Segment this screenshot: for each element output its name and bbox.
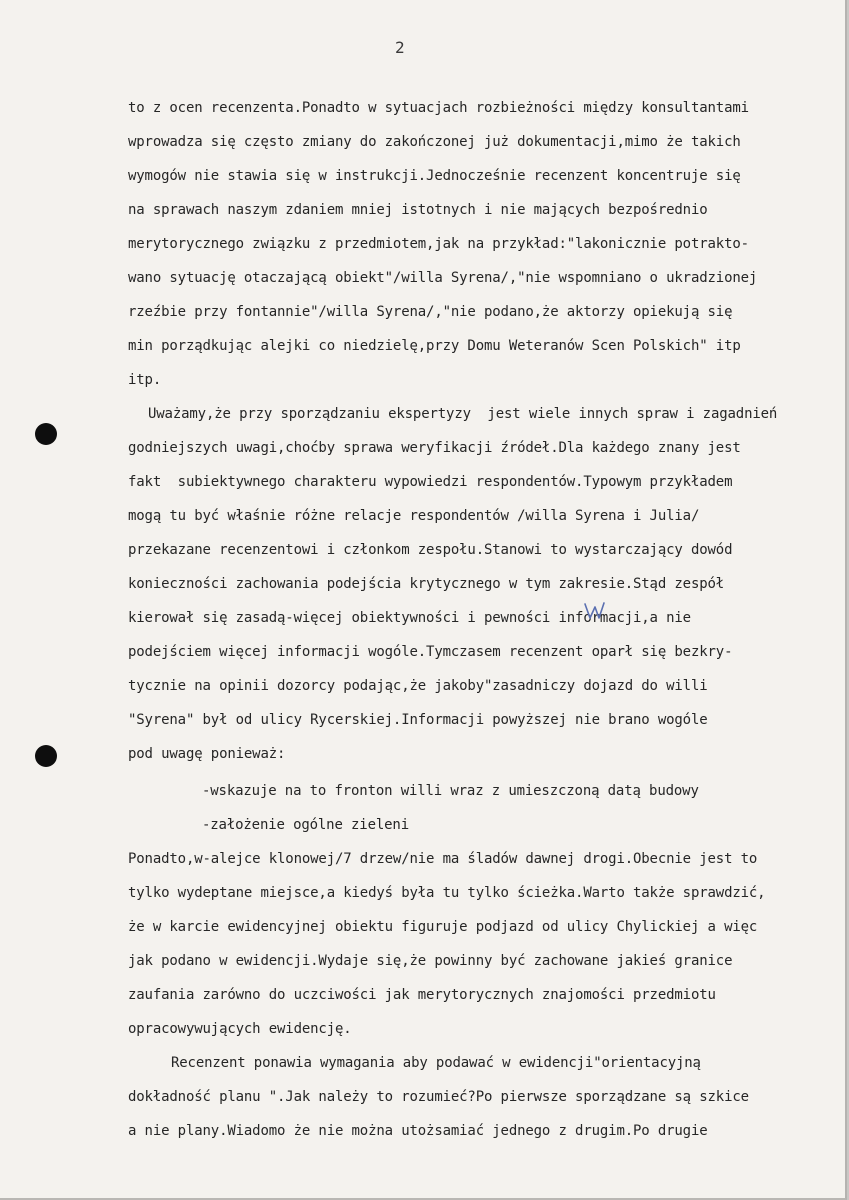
- text-line: kierował się zasadą-więcej obiektywności i pewności informacji,a nie: [128, 610, 691, 626]
- text-line: tylko wydeptane miejsce,a kiedyś była tu tylko ścieżka.Warto także sprawdzić,: [128, 885, 766, 901]
- text-line: to z ocen recenzenta.Ponadto w sytuacjach rozbieżności między konsultantami: [128, 100, 749, 116]
- list-item: -wskazuje na to fronton willi wraz z umieszczoną datą budowy: [202, 783, 699, 799]
- text-line: opracowywujących ewidencję.: [128, 1021, 352, 1037]
- text-line: itp.: [128, 372, 162, 388]
- text-line: że w karcie ewidencyjnej obiektu figuruje podjazd od ulicy Chylickiej a więc: [128, 919, 758, 935]
- text-line: podejściem więcej informacji wogóle.Tymczasem recenzent oparł się bezkry-: [128, 644, 733, 660]
- text-line: mogą tu być właśnie różne relacje respondentów /willa Syrena i Julia/: [128, 508, 700, 524]
- punch-hole-bottom: [35, 745, 57, 767]
- text-line: pod uwagę ponieważ:: [128, 746, 286, 762]
- text-line: merytorycznego związku z przedmiotem,jak na przykład:"lakonicznie potrakto-: [128, 236, 749, 252]
- text-line: wprowadza się często zmiany do zakończonej już dokumentacji,mimo że takich: [128, 134, 741, 150]
- text-line: godniejszych uwagi,choćby sprawa weryfikacji źródeł.Dla każdego znany jest: [128, 440, 741, 456]
- text-line: "Syrena" był od ulicy Rycerskiej.Informacji powyższej nie brano wogóle: [128, 712, 708, 728]
- list-item: -założenie ogólne zieleni: [202, 817, 409, 833]
- text-line: na sprawach naszym zdaniem mniej istotnych i nie mających bezpośrednio: [128, 202, 708, 218]
- text-line: wymogów nie stawia się w instrukcji.Jednocześnie recenzent koncentruje się: [128, 168, 741, 184]
- text-line: Ponadto,w-alejce klonowej/7 drzew/nie ma śladów dawnej drogi.Obecnie jest to: [128, 851, 758, 867]
- punch-hole-top: [35, 423, 57, 445]
- text-line: wano sytuację otaczającą obiekt"/willa Syrena/,"nie wspomniano o ukradzionej: [128, 270, 758, 286]
- text-line: przekazane recenzentowi i członkom zespołu.Stanowi to wystarczający dowód: [128, 542, 733, 558]
- text-line: Uważamy,że przy sporządzaniu ekspertyzy jest wiele innych spraw i zagadnień: [148, 406, 778, 422]
- text-line: fakt subiektywnego charakteru wypowiedzi respondentów.Typowym przykładem: [128, 474, 733, 490]
- text-line: a nie plany.Wiadomo że nie można utożsamiać jednego z drugim.Po drugie: [128, 1123, 708, 1139]
- text-line: dokładność planu ".Jak należy to rozumieć?Po pierwsze sporządzane są szkice: [128, 1089, 749, 1105]
- text-line: jak podano w ewidencji.Wydaje się,że powinny być zachowane jakieś granice: [128, 953, 733, 969]
- text-line: Recenzent ponawia wymagania aby podawać w ewidencji"orientacyjną: [171, 1055, 701, 1071]
- text-line: tycznie na opinii dozorcy podając,że jakoby"zasadniczy dojazd do willi: [128, 678, 708, 694]
- page-number: 2: [395, 38, 405, 57]
- text-line: min porządkując alejki co niedzielę,przy Domu Weteranów Scen Polskich" itp: [128, 338, 741, 354]
- text-line: konieczności zachowania podejścia krytycznego w tym zakresie.Stąd zespół: [128, 576, 725, 592]
- handwritten-correction-mark: [583, 600, 607, 624]
- text-line: rzeźbie przy fontannie"/willa Syrena/,"nie podano,że aktorzy opiekują się: [128, 304, 733, 320]
- text-line: zaufania zarówno do uczciwości jak merytorycznych znajomości przedmiotu: [128, 987, 716, 1003]
